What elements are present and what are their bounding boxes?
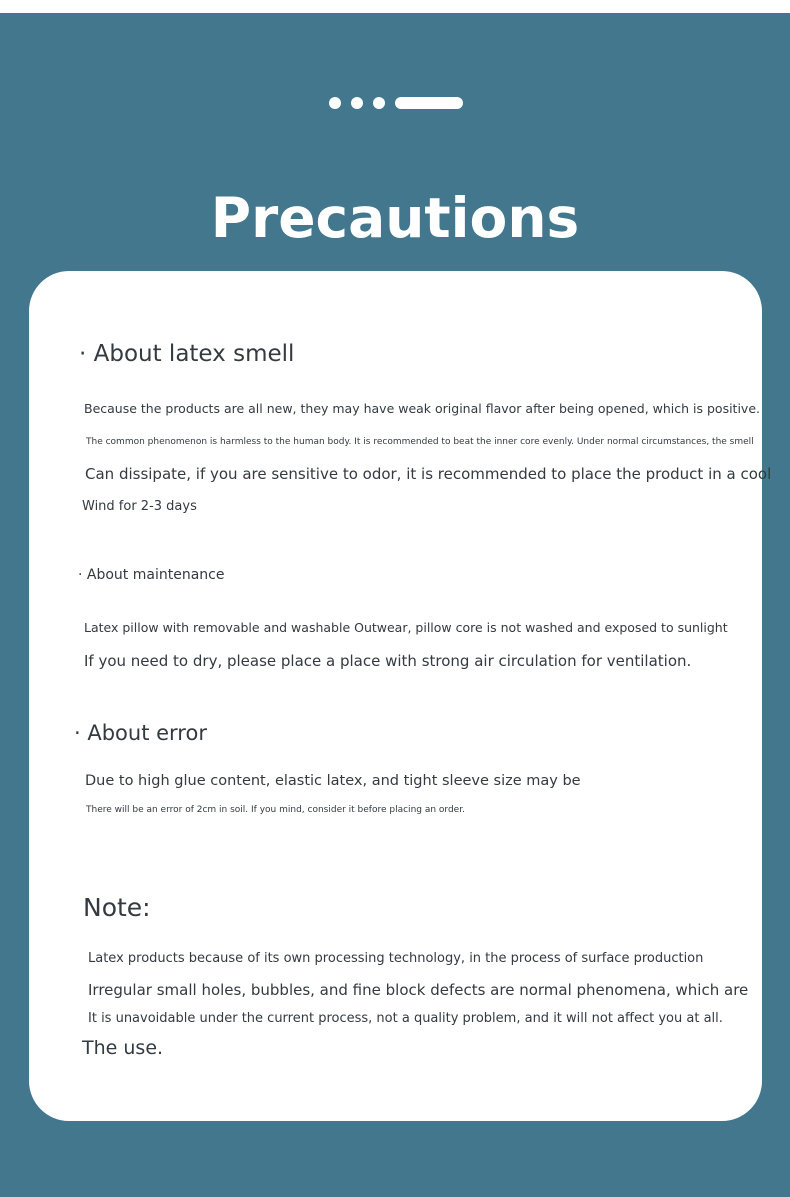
section-heading-error: · About error (74, 721, 207, 745)
paragraph-line: If you need to dry, please place a place with strong air circulation for ventilation. (84, 652, 692, 670)
dash-icon (395, 97, 463, 109)
note-heading: Note: (83, 893, 151, 922)
paragraph-line: There will be an error of 2cm in soil. If you mind, consider it before placing an order. (86, 805, 465, 815)
page-title: Precautions (210, 185, 580, 250)
section-heading-latex-smell: · About latex smell (79, 341, 295, 367)
section-heading-maintenance: · About maintenance (78, 567, 225, 583)
paragraph-line: Latex products because of its own processing technology, in the process of surface production (88, 951, 704, 966)
paragraph-line: Can dissipate, if you are sensitive to odor, it is recommended to place the product in a cool (85, 465, 772, 483)
dot-icon (373, 97, 385, 109)
dot-icon (329, 97, 341, 109)
paragraph-line: Latex pillow with removable and washable Outwear, pillow core is not washed and exposed to sunlight (84, 620, 728, 635)
top-strip (0, 0, 790, 13)
paragraph-line: It is unavoidable under the current process, not a quality problem, and it will not affect you at all. (88, 1011, 723, 1026)
paragraph-line: Due to high glue content, elastic latex, and tight sleeve size may be (85, 773, 581, 789)
paragraph-line: Irregular small holes, bubbles, and fine block defects are normal phenomena, which are (88, 981, 749, 999)
paragraph-line: The common phenomenon is harmless to the human body. It is recommended to beat the inner core evenly. Under normal circumstances, the smell (86, 437, 754, 447)
paragraph-line: Because the products are all new, they may have weak original flavor after being opened, which is positive. (84, 401, 760, 416)
paragraph-line: The use. (82, 1037, 164, 1059)
paragraph-line: Wind for 2-3 days (82, 499, 197, 514)
precautions-card (29, 271, 772, 1121)
dot-icon (351, 97, 363, 109)
